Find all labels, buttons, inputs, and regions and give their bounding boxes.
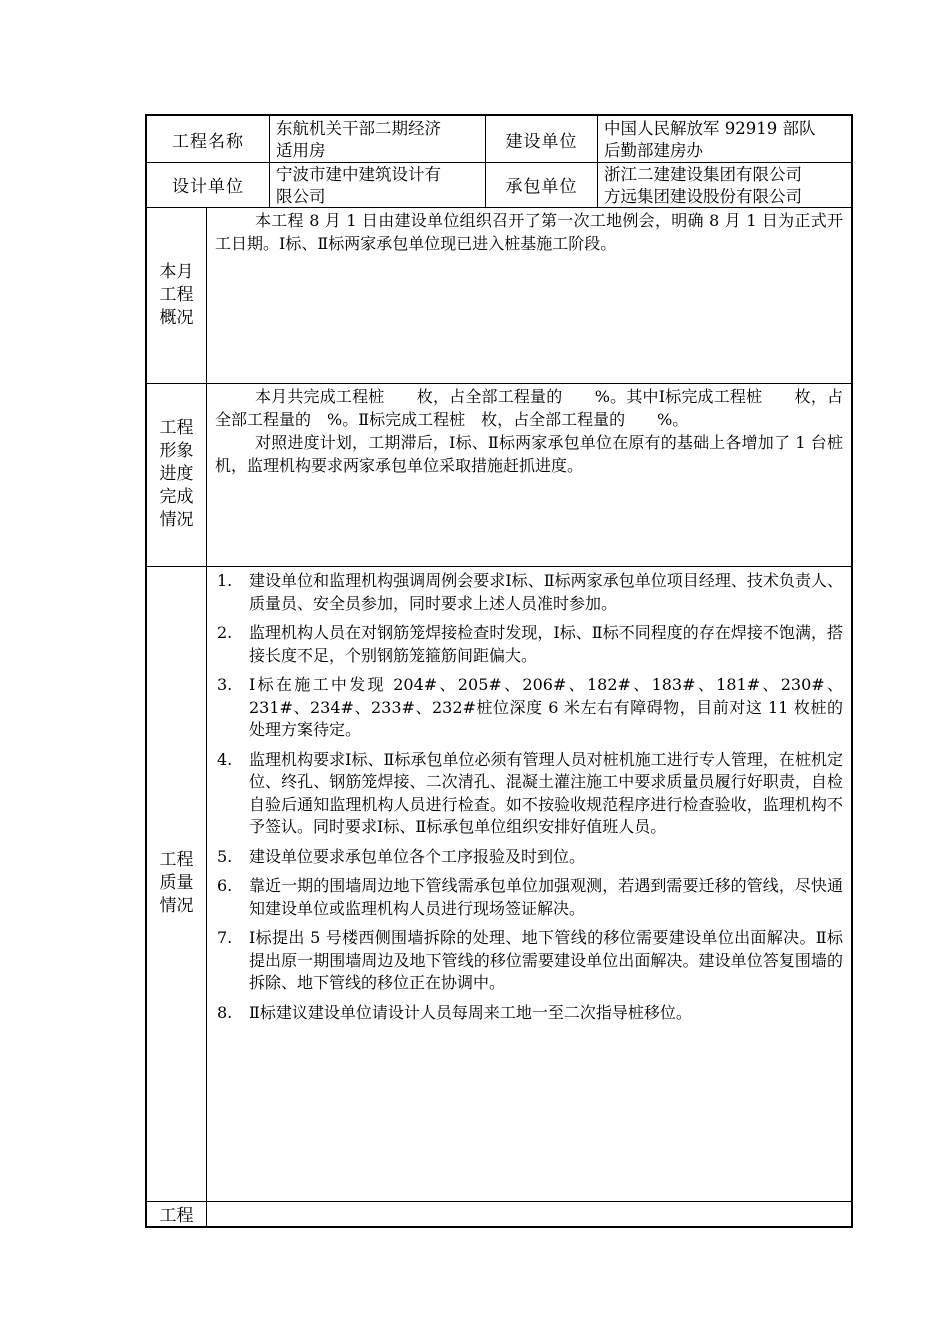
last-section-body [207, 1201, 851, 1226]
project-name-value [270, 116, 486, 162]
quality-item-text: 靠近一期的围墙周边地下管线需承包单位加强观测，若遇到需要迁移的管线，尽快通知建设单位或监理机构人员进行现场签证解决。 [249, 876, 843, 918]
quality-item [215, 749, 843, 839]
quality-item [215, 846, 843, 869]
last-section-label [147, 1201, 207, 1226]
overview-text: 本工程 8 月 1 日由建设单位组织召开了第一次工地例会，明确 8 月 1 日为正式开工日期。Ⅰ标、Ⅱ标两家承包单位现已进入桩基施工阶段。 [215, 211, 843, 253]
header-row-design [147, 162, 851, 208]
contractor-label [486, 162, 598, 207]
project-name-label [147, 116, 270, 162]
last-section-label-text: 工程 [159, 1206, 194, 1226]
quality-item [215, 674, 843, 742]
quality-item-text: Ⅱ标建议建设单位请设计人员每周来工地一至二次指导桩移位。 [249, 1002, 692, 1022]
quality-label-text: 工程质量情况 [159, 850, 194, 916]
designer-line1: 宁波市建中建筑设计有 [276, 165, 441, 184]
project-name-label-text: 工程名称 [172, 131, 244, 152]
report-table [145, 114, 853, 1228]
quality-item-number: 8. [217, 1002, 233, 1022]
owner-label [486, 116, 598, 162]
contractor-line2: 方远集团建设股份有限公司 [604, 187, 802, 206]
designer-line2: 限公司 [276, 187, 326, 206]
designer-label [147, 162, 270, 207]
quality-list [215, 570, 843, 1024]
contractor-line1: 浙江二建建设集团有限公司 [604, 165, 802, 184]
overview-label [147, 207, 207, 383]
quality-item [215, 927, 843, 995]
owner-label-text: 建设单位 [505, 131, 578, 152]
quality-item [215, 875, 843, 920]
overview-label-text: 本月工程概况 [159, 261, 194, 328]
quality-item-text: Ⅰ标提出 5 号楼西侧围墙拆除的处理、地下管线的移位需要建设单位出面解决。Ⅱ标提出原一期围墙周边及地下管线的移位需要建设单位出面解决。建设单位答复围墙的拆除、地下管线的移位正在协调中。 [249, 928, 843, 992]
progress-para2: 对照进度计划，工期滞后，Ⅰ标、Ⅱ标两家承包单位在原有的基础上各增加了 1 台桩机，监理机构要求两家承包单位采取措施赶抓进度。 [215, 433, 843, 475]
designer-value [270, 162, 486, 207]
quality-item-number: 3. [217, 675, 233, 694]
quality-item-number: 5. [217, 846, 233, 866]
quality-item-text: 监理机构人员在对钢筋笼焊接检查时发现，Ⅰ标、Ⅱ标不同程度的存在焊接不饱满，搭接长度不足，个别钢筋笼箍筋间距偏大。 [249, 623, 843, 665]
quality-item-text: Ⅰ标在施工中发现 204#、205#、206#、182#、183#、181#、230#、231#、234#、233#、232#桩位深度 6 米左右有障碍物，目前对这 11 枚桩的处理方案待定。 [249, 675, 843, 739]
overview-body [207, 207, 851, 383]
quality-item-text: 建设单位要求承包单位各个工序报验及时到位。 [249, 846, 586, 866]
quality-item-number: 1. [217, 571, 233, 590]
progress-label [147, 383, 207, 566]
overview-section [147, 207, 851, 384]
quality-item-number: 6. [217, 876, 233, 895]
project-name-line2: 适用房 [276, 141, 326, 160]
designer-label-text: 设计单位 [172, 177, 244, 197]
progress-para1: 本月共完成工程桩 枚，占全部工程量的 %。其中Ⅰ标完成工程桩 枚，占全部工程量的 %。Ⅱ标完成工程桩 枚，占全部工程量的 %。 [215, 387, 843, 429]
progress-body [207, 383, 851, 566]
quality-section [147, 566, 851, 1202]
quality-item-text: 建设单位和监理机构强调周例会要求Ⅰ标、Ⅱ标两家承包单位项目经理、技术负责人、质量员、安全员参加，同时要求上述人员准时参加。 [249, 571, 843, 613]
quality-item [215, 1002, 843, 1025]
quality-item [215, 622, 843, 667]
last-section [147, 1201, 851, 1226]
quality-item-text: 监理机构要求Ⅰ标、Ⅱ标承包单位必须有管理人员对桩机施工进行专人管理，在桩机定位、终孔、钢筋笼焊接、二次清孔、混凝土灌注施工中要求质量员履行好职责，自检自验后通知监理机构人员进行检查。如不按验收规范程序进行检查验收，监理机构不予签认。同时要求Ⅰ标、Ⅱ标承包单位组织安排好值班人员。 [249, 749, 843, 836]
quality-item-number: 4. [217, 749, 233, 769]
quality-item [215, 570, 843, 615]
quality-label [147, 566, 207, 1201]
quality-item-number: 7. [217, 928, 233, 947]
project-name-line1: 东航机关干部二期经济 [276, 119, 441, 138]
contractor-label-text: 承包单位 [505, 177, 578, 197]
quality-body [207, 566, 851, 1201]
owner-line1: 中国人民解放军 92919 部队 [604, 119, 816, 138]
progress-section [147, 383, 851, 567]
owner-line2: 后勤部建房办 [604, 141, 703, 160]
quality-item-number: 2. [217, 623, 233, 642]
header-row-project [147, 116, 851, 163]
contractor-value [598, 162, 851, 207]
owner-value [598, 116, 851, 162]
progress-label-text: 工程形象进度完成情况 [159, 418, 194, 530]
